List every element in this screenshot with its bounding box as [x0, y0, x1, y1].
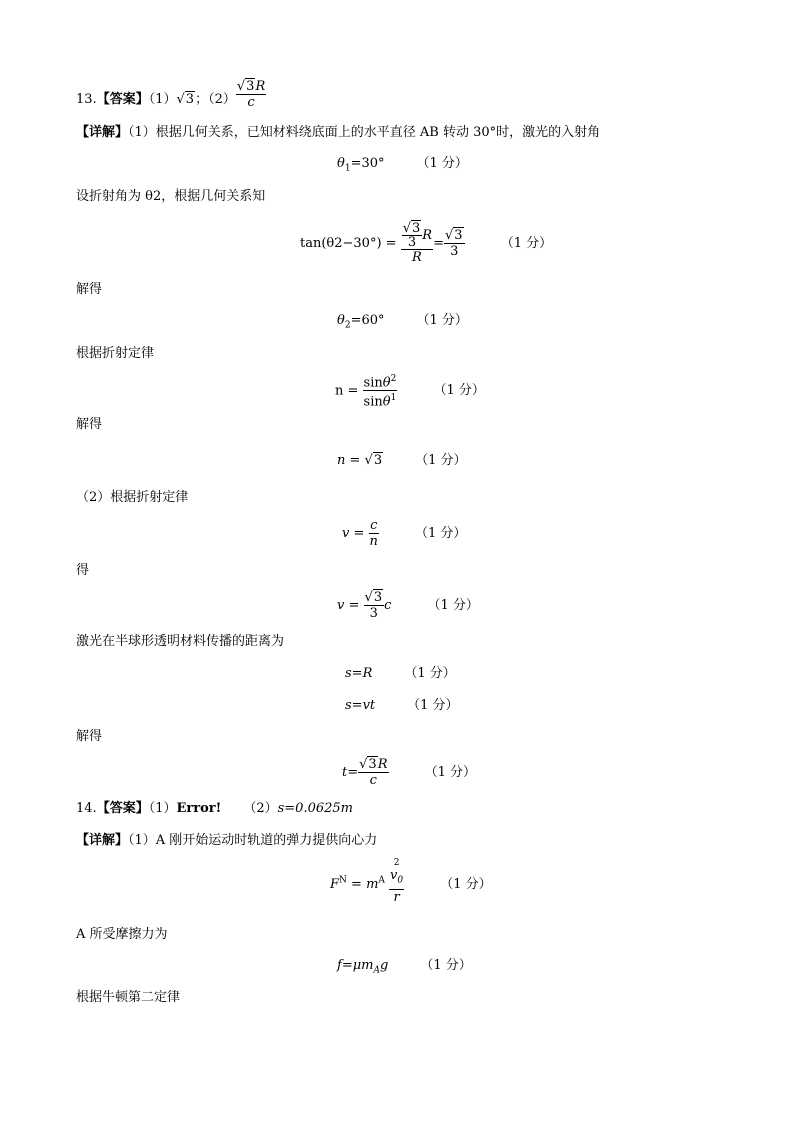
- q14-answer-line: 14.【答案】（1）Error! （2）s=0.0625m: [76, 801, 353, 816]
- q13-solve-1: 解得: [76, 282, 103, 297]
- q13-eq5: n = √3 （1 分）: [337, 453, 467, 468]
- q13-eq6: v = $\frac{c}{n}$ （1 分）: [342, 518, 467, 549]
- q13-eq8: s=R （1 分）: [345, 666, 456, 681]
- q14-eq2: $f=\mu m_Ag$ （1 分）: [337, 958, 472, 976]
- q14-detail-1: 【详解】（1）A 刚开始运动时轨道的弹力提供向心力: [76, 833, 378, 848]
- q13-eq2-rhs-fraction: $\frac{√3}{3}$: [444, 228, 463, 259]
- q13-detail-1: 【详解】（1）根据几何关系，已知材料绕底面上的水平直径 AB 转动 30°时，激光的入射角: [76, 125, 601, 140]
- q13-part2: （2）: [208, 92, 236, 107]
- q13-get: 得: [76, 563, 90, 578]
- q13-detail-2: （2）根据折射定律: [76, 490, 189, 505]
- q13-ans1-sqrt: √3: [176, 92, 195, 107]
- q13-ans2-fraction: $\frac{√3R}{c}$: [236, 79, 266, 110]
- q13-answer-line: 13.【答案】（1）√3；（2） $\frac{√3R}{c}$: [76, 79, 266, 110]
- q13-refraction-line: 设折射角为 θ2，根据几何关系知: [76, 189, 266, 204]
- q13-eq3: $\theta_2=60^\circ$ （1 分）: [337, 313, 468, 331]
- q13-number: 13.: [76, 92, 97, 107]
- q13-eq10: t= $\frac{√3R}{c}$ （1 分）: [342, 757, 477, 788]
- q13-eq4-fraction: $\frac{\sin\theta^2}{\sin\theta^1}$: [363, 374, 397, 410]
- q14-newton: 根据牛顿第二定律: [76, 990, 181, 1005]
- q13-eq7: v = $\frac{√3}{3}$ c （1 分）: [337, 590, 479, 621]
- q14-error-text: Error!: [176, 801, 222, 816]
- q13-part1: （1）: [148, 92, 177, 107]
- q13-answer-tag: 【答案】: [96, 92, 149, 107]
- q13-distance: 激光在半球形透明材料传播的距离为: [76, 634, 285, 649]
- q14-friction: A 所受摩擦力为: [76, 927, 168, 942]
- q13-solve-3: 解得: [76, 729, 103, 744]
- q13-eq4: n = $\frac{\sin\theta^2}{\sin\theta^1}$ （1 分）: [335, 374, 485, 410]
- q13-eq1: $\theta_1=30^\circ$ （1 分）: [337, 156, 468, 174]
- q14-eq1: $F^N = m^A$ 2 $v_0$ r （1 分）: [330, 858, 492, 905]
- q13-eq2-main-fraction: $\frac{√3}{3}$ R R: [402, 221, 433, 265]
- q13-eq9: s=vt （1 分）: [345, 698, 459, 713]
- q13-solve-2: 解得: [76, 417, 103, 432]
- q13-law-1: 根据折射定律: [76, 346, 155, 361]
- q13-eq2: tan(θ2−30°) = $\frac{√3}{3}$ R R = $\frac{√3}{3}$ （1 分）: [300, 221, 553, 265]
